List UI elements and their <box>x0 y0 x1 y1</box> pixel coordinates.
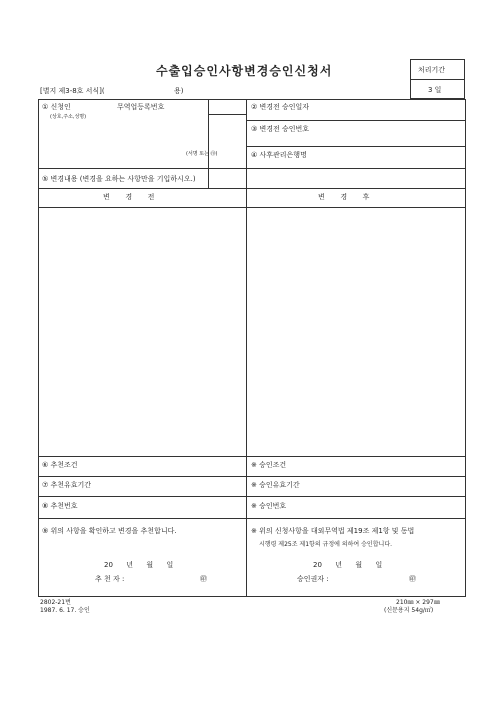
form-ref: [별지 제3-8호 서식]( <box>40 87 105 95</box>
applicant-sub-label: (상호,주소,성명) <box>50 114 87 120</box>
change-content-label: ⑤ 변경내용 (변경을 요하는 사항만을 기입하시오.) <box>42 175 196 183</box>
recommender-label: 추 천 자 : <box>95 575 125 583</box>
footer-code: 2802-21번 <box>40 599 71 606</box>
approval-condition-label: ※ 승인조건 <box>251 461 287 469</box>
prev-approval-number-label: ③ 변경전 승인번호 <box>251 125 310 133</box>
recommend-validity-label: ⑦ 추천유효기간 <box>42 481 92 489</box>
recommend-statement: ⑨ 위의 사항을 확인하고 변경을 추천합니다. <box>42 527 177 535</box>
footer-size: 210㎜ × 297㎜ <box>396 599 440 606</box>
footer-paper: (신문용지 54g/㎡) <box>384 607 434 614</box>
footer-approval: 1987. 6. 17. 승인 <box>40 607 90 614</box>
before-change-header: 변 경 전 <box>103 193 155 201</box>
recommend-date: 20 년 월 일 <box>104 561 174 569</box>
trade-reg-no-label: 무역업등록번호 <box>117 103 165 111</box>
post-mgmt-bank-label: ④ 사후관리은행명 <box>251 151 307 159</box>
page-title: 수출입승인사항변경승인신청서 <box>156 64 333 78</box>
approver-label: 승인권자 : <box>297 575 329 583</box>
before-change-area[interactable] <box>39 208 245 455</box>
applicant-label: ① 신청인 <box>42 103 71 111</box>
recommend-condition-label: ⑥ 추천조건 <box>42 461 78 469</box>
after-change-area[interactable] <box>247 208 465 455</box>
approval-date: 20 년 월 일 <box>313 561 383 569</box>
after-change-header: 변 경 후 <box>318 193 370 201</box>
recommend-number-label: ⑧ 추천번호 <box>42 502 78 510</box>
approver-seal: ㊞ <box>409 575 416 583</box>
approval-statement-2: 시행령 제25조 제1항의 규정에 의하여 승인합니다. <box>259 541 393 548</box>
approval-statement-1: ※ 위의 신청사항을 대외무역법 제19조 제1항 및 동법 <box>251 527 415 535</box>
approval-validity-label: ※ 승인유효기간 <box>251 481 300 489</box>
prev-approval-date-label: ② 변경전 승인일자 <box>251 103 310 111</box>
processing-period-value: 3 일 <box>428 86 442 94</box>
form-ref-suffix: 용) <box>174 87 184 95</box>
signature-label: (서명 또는 ㊞) <box>186 151 218 157</box>
recommender-seal: ㊞ <box>200 575 207 583</box>
processing-period-label: 처리기간 <box>418 66 446 74</box>
approval-number-label: ※ 승인번호 <box>251 502 287 510</box>
